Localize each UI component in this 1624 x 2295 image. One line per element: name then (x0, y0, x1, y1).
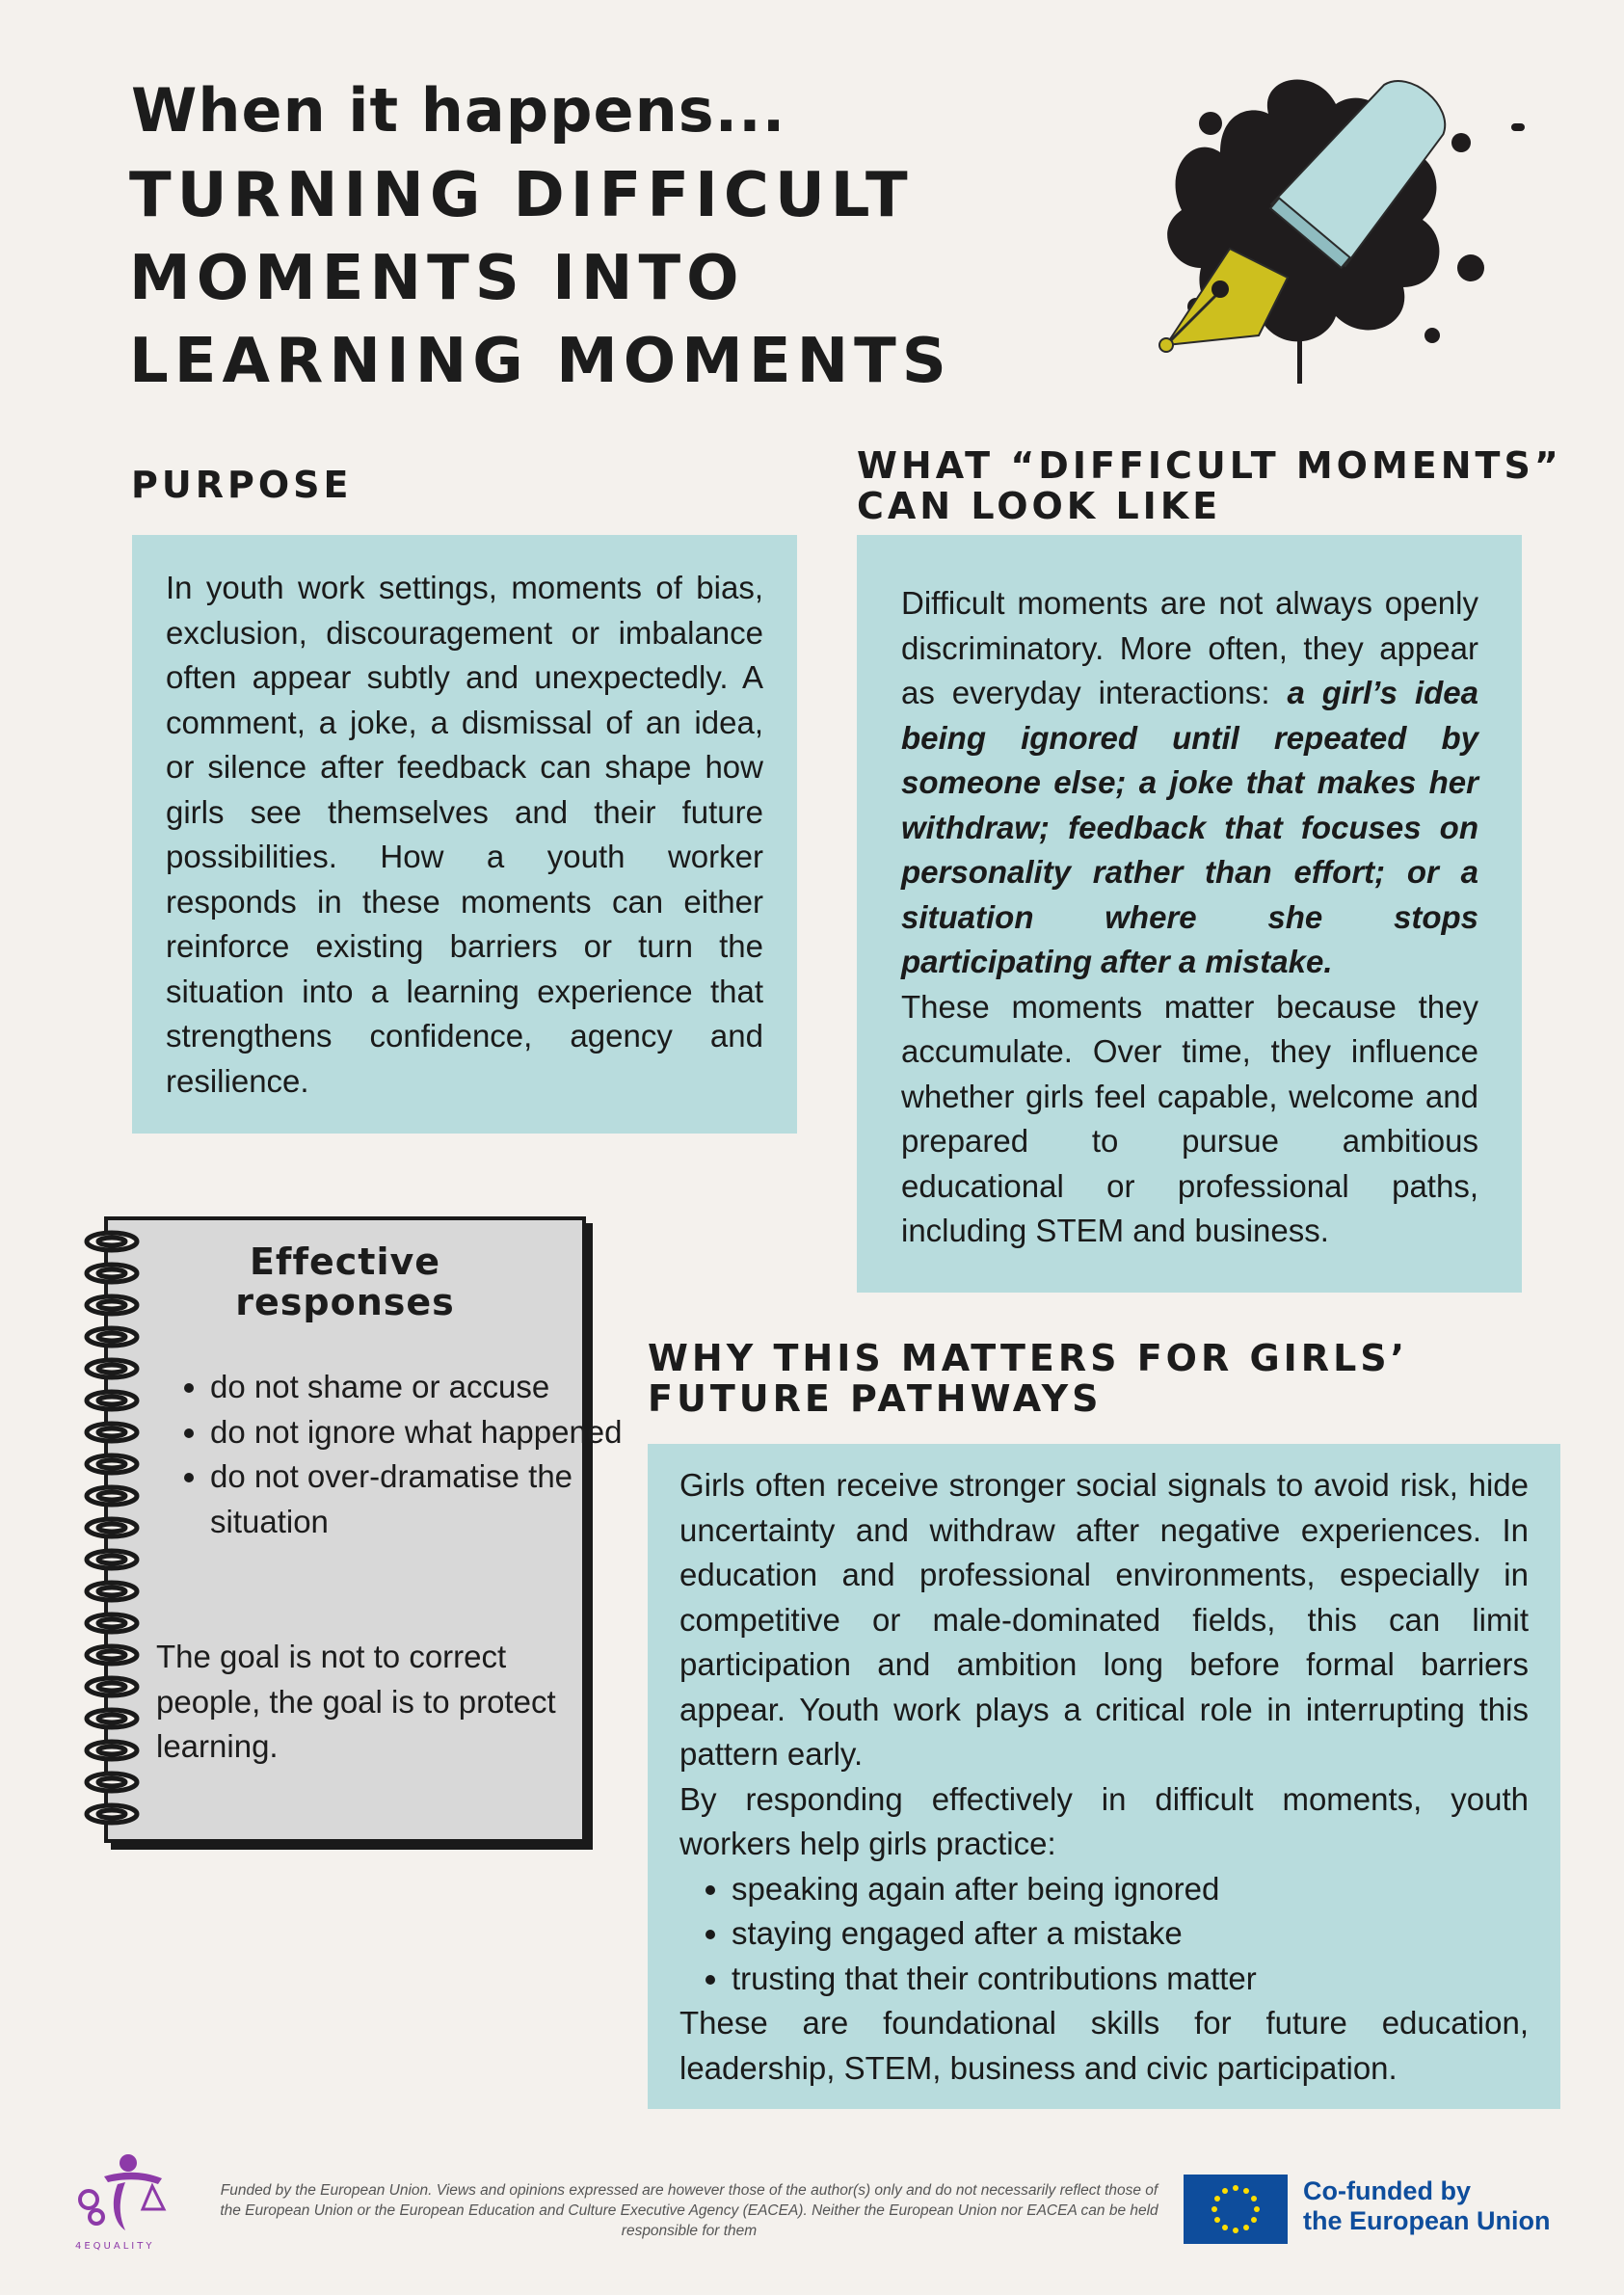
difficult-moments-text (901, 581, 1478, 985)
why-matters-heading-line1: WHY THIS MATTERS FOR GIRLS’ (648, 1337, 1409, 1379)
difficult-moments-examples: a girl’s idea being ignored until repeated by someone else; a joke that makes her withdraw; feedback that focuses on personality rather than effort; or a situation where she stops participating after a mistake. (901, 675, 1478, 979)
funding-disclaimer: Funded by the European Union. Views and opinions expressed are however those of the author(s) only and do not necessarily reflect those of the European Union or the European Education and Culture Executive Agency (EACEA). Neither the European Union nor EACEA can be held responsible for them (220, 2182, 1158, 2239)
effective-responses-notebook (104, 1216, 623, 1843)
effective-responses-list (158, 1365, 634, 1544)
difficult-moments-heading-line1: WHAT “DIFFICULT MOMENTS” (857, 444, 1562, 487)
list-item: • speaking again after being ignored (732, 1867, 1529, 1912)
fountain-pen-ink-splash-illustration (1153, 46, 1529, 403)
page-title: TURNING DIFFICULT MOMENTS INTO LEARNING MOMENTS (129, 160, 952, 397)
purpose-heading: PURPOSE (131, 464, 353, 506)
list-item: • do not over-dramatise the situation (210, 1454, 634, 1544)
effective-responses-title-line2: responses (235, 1281, 455, 1323)
difficult-moments-intro: Difficult moments are not always openly discriminatory. More often, they appear as everyday interactions: (901, 585, 1478, 710)
effective-responses-title-line1: Effective (249, 1241, 441, 1283)
eu-flag-icon (1184, 2175, 1288, 2244)
why-matters-para3: These are foundational skills for future education, leadership, STEM, business and civic participation. (679, 2005, 1529, 2086)
why-matters-para2: By responding effectively in difficult moments, youth workers help girls practice: (679, 1780, 1529, 1861)
difficult-moments-box (857, 535, 1522, 1293)
list-item: • trusting that their contributions matter (732, 1957, 1529, 2002)
page-subtitle: When it happens... (131, 75, 786, 146)
why-matters-heading-line2: FUTURE PATHWAYS (648, 1377, 1103, 1420)
effective-responses-title (108, 1241, 582, 1322)
why-matters-list (679, 1867, 1529, 2002)
effective-responses-note: The goal is not to correct people, the goal is to protect learning. (156, 1639, 556, 1764)
eu-cofunded-label (1303, 2176, 1551, 2236)
why-matters-box (648, 1444, 1560, 2109)
difficult-moments-conclusion: These moments matter because they accumulate. Over time, they influence whether girls feel capable, welcome and prepared to pursue ambitious educational or professional paths, including STEM and business. (901, 988, 1478, 1248)
why-matters-para1: Girls often receive stronger social signals to avoid risk, hide uncertainty and withdraw after negative experiences. In education and professional environments, especially in competitive or male-dominated fields, this can limit participation and ambition long before formal barriers appear. Youth work plays a critical role in interrupting this pattern early. (679, 1467, 1529, 1772)
why-matters-heading (648, 1338, 1408, 1419)
list-item: • do not ignore what happened (210, 1410, 634, 1455)
4equality-logo-icon (75, 2149, 175, 2242)
eu-cofunded-line1: Co-funded by (1303, 2176, 1471, 2205)
difficult-moments-heading-line2: CAN LOOK LIKE (857, 485, 1222, 527)
list-item: • staying engaged after a mistake (732, 1911, 1529, 1957)
difficult-moments-heading (857, 445, 1562, 526)
spiral-binding-icon (81, 1222, 148, 1839)
purpose-box (132, 535, 797, 1134)
purpose-text: In youth work settings, moments of bias, exclusion, discouragement or imbalance often appear subtly and unexpectedly. A comment, a joke, a dismissal of an idea, or silence after feedback can shape how girls see themselves and their future possibilities. How a youth worker responds in these moments can either reinforce existing barriers or turn the situation into a learning experience that strengthens confidence, agency and resilience. (166, 570, 763, 1099)
list-item: • do not shame or accuse (210, 1365, 634, 1410)
4equality-logo-label: 4EQUALITY (75, 2241, 155, 2252)
eu-cofunded-line2: the European Union (1303, 2206, 1551, 2235)
